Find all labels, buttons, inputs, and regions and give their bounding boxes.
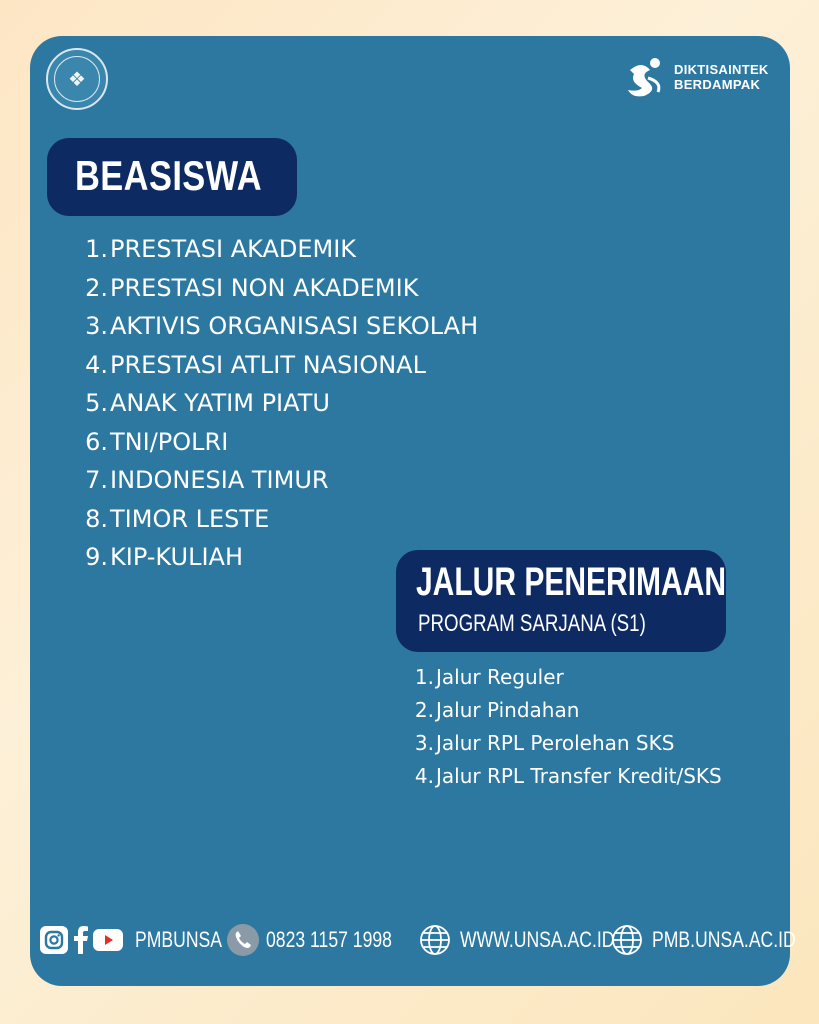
list-item <box>80 384 478 423</box>
social-handle[interactable]: PMBUNSA <box>135 927 223 952</box>
beasiswa-title-pill <box>47 138 297 216</box>
item-label: TIMOR LESTE <box>110 504 270 533</box>
list-item <box>412 726 722 759</box>
item-number: 2. <box>414 697 434 722</box>
item-number: 2. <box>85 273 108 302</box>
item-number: 3. <box>85 312 108 341</box>
social-group <box>40 920 244 960</box>
facebook-icon[interactable] <box>72 926 90 954</box>
list-item <box>80 307 478 346</box>
item-label: Jalur Pindahan <box>436 697 580 722</box>
jalur-title-pill <box>396 550 726 652</box>
item-number: 7. <box>85 466 108 495</box>
beasiswa-title: BEASISWA <box>75 152 262 199</box>
item-label: INDONESIA TIMUR <box>110 466 329 495</box>
list-item <box>80 269 478 308</box>
brand-logo <box>624 56 769 98</box>
university-seal-logo <box>46 48 108 110</box>
item-label: ANAK YATIM PIATU <box>110 389 330 418</box>
phone-icon <box>226 923 260 957</box>
item-number: 5. <box>85 389 108 418</box>
pmb-site-link[interactable]: PMB.UNSA.AC.ID <box>652 927 796 952</box>
list-item <box>412 660 722 693</box>
item-label: PRESTASI AKADEMIK <box>110 235 357 264</box>
item-number: 3. <box>414 730 434 755</box>
list-item <box>80 500 478 539</box>
item-number: 4. <box>85 350 108 379</box>
brand-line-2: BERDAMPAK <box>674 77 761 92</box>
list-item <box>412 693 722 726</box>
footer-bar <box>40 920 796 960</box>
item-label: AKTIVIS ORGANISASI SEKOLAH <box>110 312 479 341</box>
phone-group <box>226 920 423 960</box>
list-item <box>80 461 478 500</box>
list-item <box>80 346 478 385</box>
item-number: 6. <box>85 427 108 456</box>
item-label: Jalur Reguler <box>436 664 564 689</box>
seal-emblem-icon: ❖ <box>54 56 100 102</box>
list-item <box>80 230 478 269</box>
item-label: TNI/POLRI <box>110 427 229 456</box>
item-number: 4. <box>414 763 434 788</box>
item-label: PRESTASI ATLIT NASIONAL <box>110 350 426 379</box>
item-label: Jalur RPL Perolehan SKS <box>436 730 675 755</box>
item-number: 1. <box>414 664 434 689</box>
instagram-icon[interactable] <box>40 926 68 954</box>
jalur-subtitle: PROGRAM SARJANA (S1) <box>418 610 646 637</box>
website-link[interactable]: WWW.UNSA.AC.ID <box>460 927 615 952</box>
item-label: Jalur RPL Transfer Kredit/SKS <box>436 763 722 788</box>
beasiswa-list <box>80 230 478 577</box>
item-label: PRESTASI NON AKADEMIK <box>110 273 419 302</box>
list-item <box>80 423 478 462</box>
brand-line-1: DIKTISAINTEK <box>674 62 769 77</box>
list-item <box>412 759 722 792</box>
diktisaintek-logo-icon <box>624 56 666 98</box>
jalur-title: JALUR PENERIMAAN <box>416 560 727 604</box>
item-number: 1. <box>85 235 108 264</box>
pmb-site-group <box>610 920 819 960</box>
youtube-icon[interactable] <box>93 929 123 951</box>
item-label: KIP-KULIAH <box>110 543 243 572</box>
item-number: 9. <box>85 543 108 572</box>
globe-icon <box>610 923 644 957</box>
phone-number[interactable]: 0823 1157 1998 <box>266 927 392 952</box>
globe-icon <box>418 923 452 957</box>
jalur-list <box>412 660 722 792</box>
item-number: 8. <box>85 504 108 533</box>
